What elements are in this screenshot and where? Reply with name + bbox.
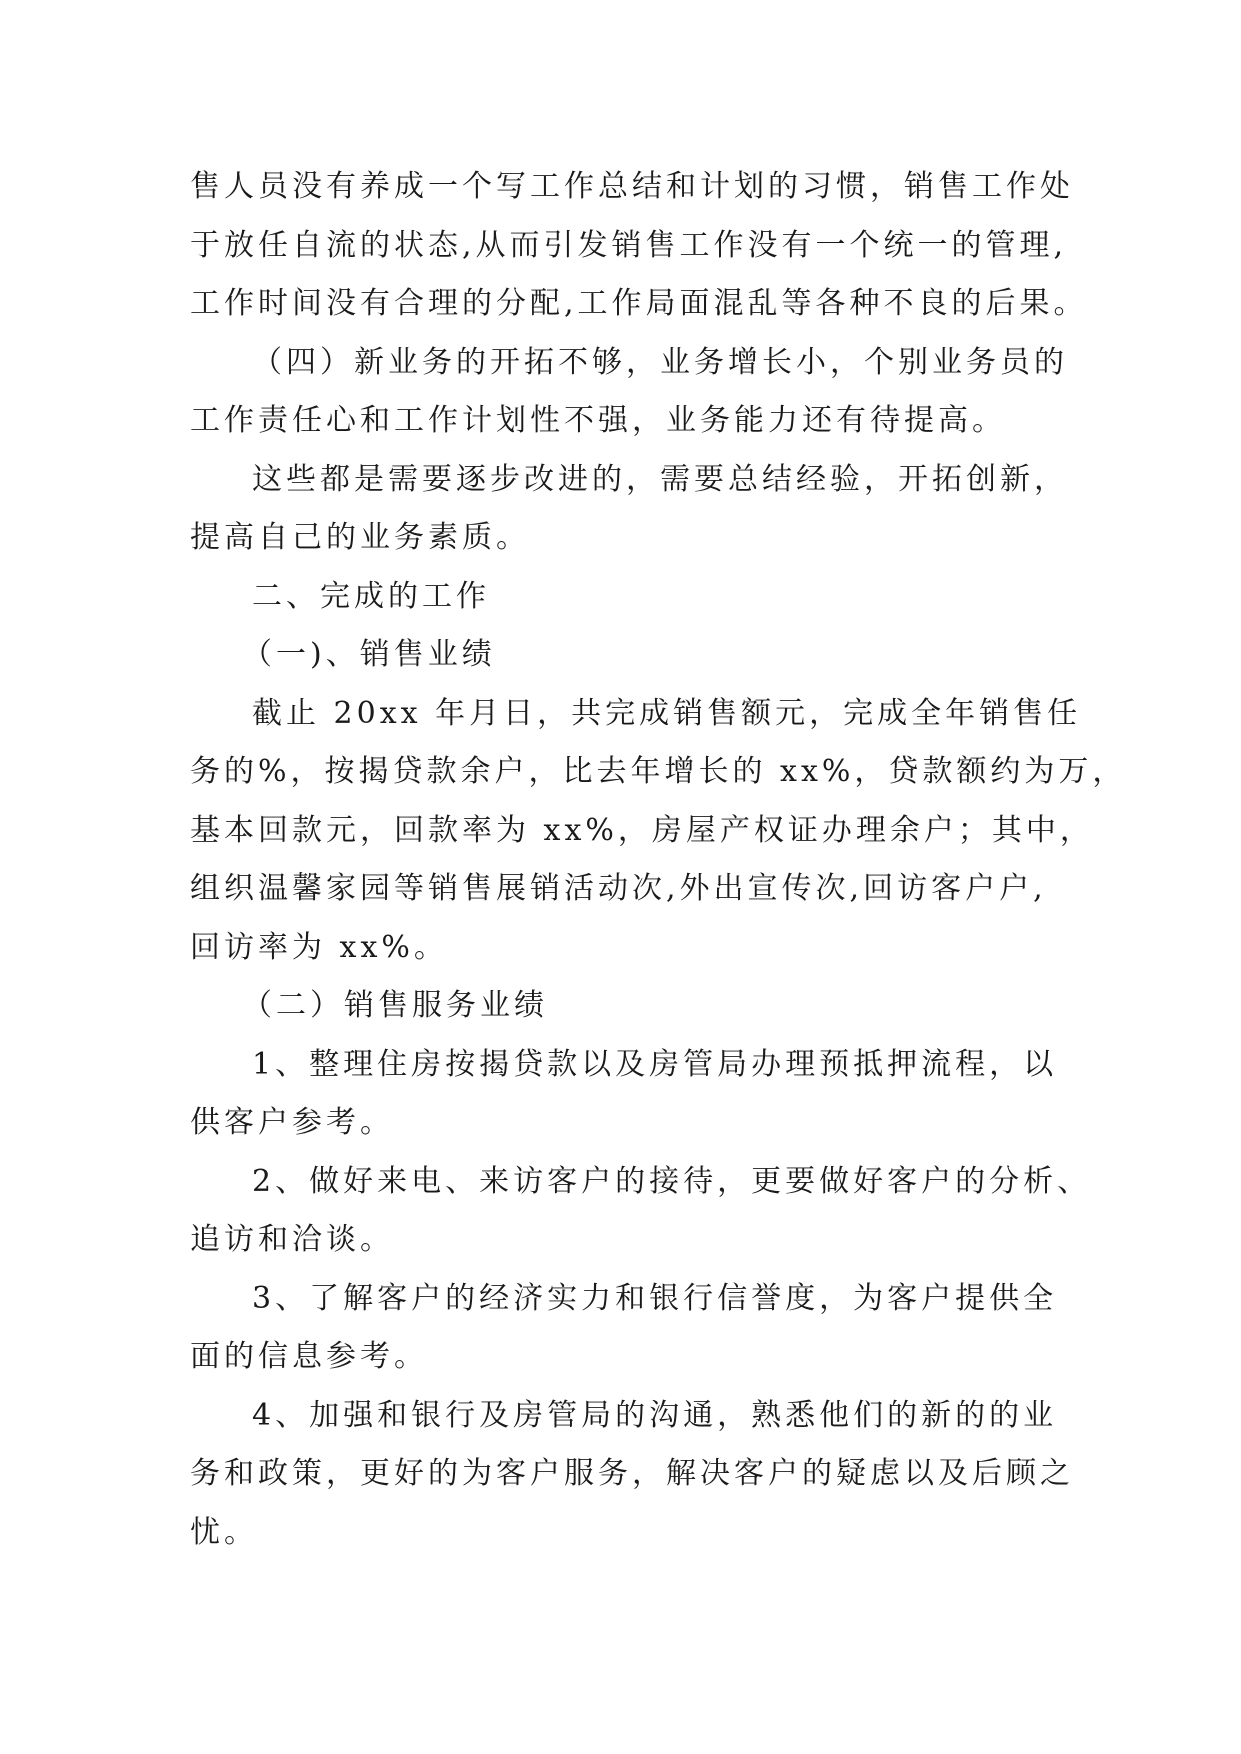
paragraph-line: 务的%，按揭贷款余户，比去年增长的 xx%，贷款额约为万， (190, 754, 1127, 789)
paragraph-line: 工作责任心和工作计划性不强，业务能力还有待提高。 (190, 403, 1006, 438)
paragraph-line: 提高自己的业务素质。 (190, 520, 530, 555)
list-item-line: 3、了解客户的经济实力和银行信誉度，为客户提供全 (252, 1280, 1058, 1316)
list-item-line: 4、加强和银行及房管局的沟通，熟悉他们的新的的业 (252, 1397, 1058, 1433)
document-body (190, 158, 1127, 1562)
paragraph-line: （四）新业务的开拓不够，业务增长小，个别业务员的 (252, 344, 1068, 380)
paragraph-line: 工作时间没有合理的分配,工作局面混乱等各种不良的后果。 (190, 286, 1088, 321)
paragraph-line: 售人员没有养成一个写工作总结和计划的习惯，销售工作处 (190, 169, 1074, 204)
list-item-line: 供客户参考。 (190, 1105, 394, 1140)
list-item-line: 面的信息参考。 (190, 1339, 428, 1374)
list-item-line: 2、做好来电、来访客户的接待，更要做好客户的分析、 (252, 1163, 1092, 1199)
paragraph-line: 截止 20xx 年月日，共完成销售额元，完成全年销售任 (252, 695, 1082, 731)
section-heading: 二、完成的工作 (252, 578, 490, 614)
paragraph-line: 组织温馨家园等销售展销活动次,外出宣传次,回访客户户, (190, 871, 1047, 906)
subsection-heading: （一)、销售业绩 (242, 637, 496, 672)
list-item-line: 1、整理住房按揭贷款以及房管局办理预抵押流程，以 (252, 1046, 1058, 1082)
list-item-line: 追访和洽谈。 (190, 1222, 394, 1257)
paragraph-line: 这些都是需要逐步改进的，需要总结经验，开拓创新， (252, 461, 1068, 497)
list-item-line: 务和政策，更好的为客户服务，解决客户的疑虑以及后顾之 (190, 1456, 1074, 1491)
subsection-heading: （二）销售服务业绩 (242, 988, 548, 1023)
list-item-line: 忧。 (190, 1514, 258, 1550)
paragraph-line: 基本回款元，回款率为 xx%，房屋产权证办理余户；其中， (190, 812, 1094, 848)
paragraph-line: 回访率为 xx%。 (190, 929, 448, 965)
paragraph-line: 于放任自流的状态,从而引发销售工作没有一个统一的管理, (190, 227, 1068, 263)
